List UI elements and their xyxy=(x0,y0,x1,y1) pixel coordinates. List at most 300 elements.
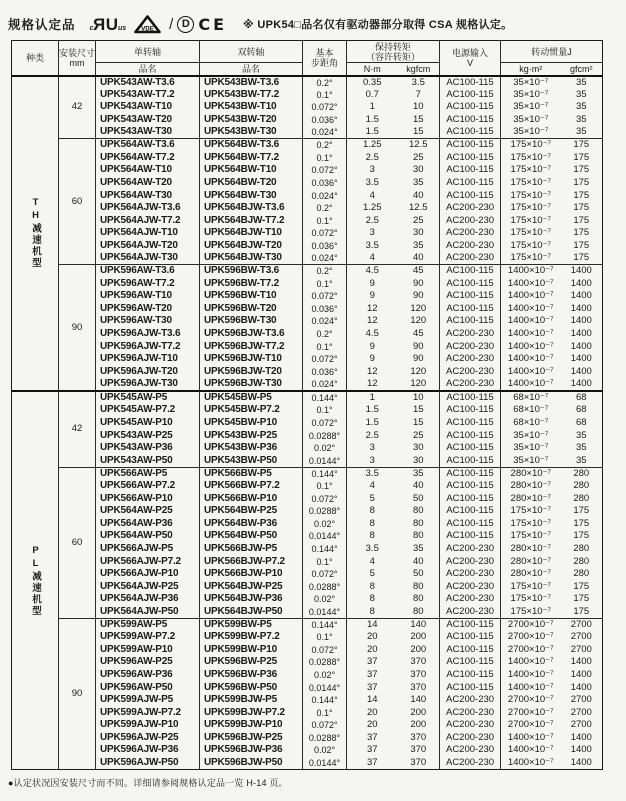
single-shaft-product-name: UPK564AJW-P25 xyxy=(96,580,200,593)
power-input-value: AC200-230 xyxy=(440,606,501,619)
double-shaft-product-name: UPK596BJW-T30 xyxy=(200,378,303,391)
double-shaft-product-name: UPK543BW-T3.6 xyxy=(200,76,303,89)
table-row xyxy=(12,265,603,278)
power-input-value: AC100-115 xyxy=(440,643,501,656)
inertia-kgm2-value: 68×10⁻⁷ xyxy=(501,391,561,404)
inertia-gfcm2-value: 175 xyxy=(573,517,590,529)
inertia-kgm2-value: 1400×10⁻⁷ xyxy=(501,732,561,745)
torque-kgfcm-value: 140 xyxy=(398,618,440,631)
power-input-value: AC100-115 xyxy=(440,656,501,669)
table-row xyxy=(12,340,603,353)
torque-nm-value: 12 xyxy=(347,366,398,379)
inertia-kgm2-value: 35×10⁻⁷ xyxy=(501,101,561,114)
table-row xyxy=(12,227,603,240)
header-single-shaft: 单转轴 xyxy=(96,41,200,63)
inertia-kgm2-value: 175×10⁻⁷ xyxy=(501,214,561,227)
table-row xyxy=(12,593,603,606)
table-row xyxy=(12,480,603,493)
mark-separator: / xyxy=(169,15,174,33)
table-row xyxy=(12,555,603,568)
double-shaft-product-name: UPK545BW-P10 xyxy=(200,417,303,430)
step-angle-value: 0.144° xyxy=(303,694,347,707)
inertia-gfcm2-value: 2700 xyxy=(570,719,592,731)
inertia-kgm2-value: 175×10⁻⁷ xyxy=(501,580,561,593)
torque-kgfcm-value: 200 xyxy=(410,706,427,718)
inertia-kgm2-value: 68×10⁻⁷ xyxy=(501,417,561,430)
torque-kgfcm-value: 35 xyxy=(412,542,424,554)
step-angle-value: 0.144° xyxy=(303,543,347,556)
double-shaft-product-name: UPK543BW-T30 xyxy=(200,126,303,139)
torque-nm-value: 8 xyxy=(347,505,398,518)
footnote: ●认定状况因安装尺寸而不同。详细请参阅规格认定品一览 H-14 页。 xyxy=(8,777,288,788)
double-shaft-product-name: UPK566BW-P7.2 xyxy=(200,480,303,493)
double-shaft-product-name: UPK564BJW-P25 xyxy=(200,580,303,593)
inertia-gfcm2-value: 175 xyxy=(561,139,603,152)
inertia-kgm2-value: 1400×10⁻⁷ xyxy=(501,378,561,391)
single-shaft-product-name: UPK564AW-P36 xyxy=(96,518,200,531)
inertia-gfcm2-value: 35 xyxy=(575,101,587,113)
torque-kgfcm-value: 40 xyxy=(412,480,424,492)
torque-nm-value: 12 xyxy=(347,303,398,316)
inertia-kgm2-value: 1400×10⁻⁷ xyxy=(501,290,561,303)
double-shaft-product-name: UPK564BW-T10 xyxy=(200,164,303,177)
step-angle-value: 0.0144° xyxy=(303,757,347,770)
step-angle-value: 0.072° xyxy=(303,492,347,505)
inertia-gfcm2-value: 280 xyxy=(573,542,590,554)
torque-kgfcm-value: 30 xyxy=(412,442,424,454)
double-shaft-product-name: UPK564BJW-T7.2 xyxy=(200,214,303,227)
torque-nm-value: 12 xyxy=(347,315,398,328)
inertia-gfcm2-value: 35 xyxy=(575,454,587,466)
torque-nm-value: 20 xyxy=(347,631,398,644)
step-angle-value: 0.2° xyxy=(303,265,347,278)
torque-kgfcm-value: 12.5 xyxy=(409,202,428,214)
double-shaft-product-name: UPK543BW-P50 xyxy=(200,455,303,468)
inertia-kgm2-value: 175×10⁻⁷ xyxy=(501,177,561,190)
table-row xyxy=(12,391,603,404)
header-product-name-double: 品名 xyxy=(200,63,303,76)
inertia-gfcm2-value: 1400 xyxy=(570,353,592,365)
inertia-kgm2-value: 1400×10⁻⁷ xyxy=(501,315,561,328)
table-row xyxy=(12,757,603,770)
single-shaft-product-name: UPK596AW-P36 xyxy=(96,669,200,682)
torque-nm-value: 2.5 xyxy=(347,151,398,164)
torque-nm-value: 20 xyxy=(347,719,398,732)
double-shaft-product-name: UPK564BJW-P50 xyxy=(200,606,303,619)
step-angle-value: 0.1° xyxy=(303,555,347,568)
step-angle-value: 0.02° xyxy=(303,518,347,531)
table-row xyxy=(12,290,603,303)
inertia-gfcm2-value: 1400 xyxy=(570,302,592,314)
mount-size-value: 60 xyxy=(59,467,96,618)
table-row xyxy=(12,189,603,202)
inertia-kgm2-value: 1400×10⁻⁷ xyxy=(501,366,561,379)
power-input-value: AC100-115 xyxy=(440,455,501,468)
double-shaft-product-name: UPK596BJW-P36 xyxy=(200,744,303,757)
single-shaft-product-name: UPK599AJW-P7.2 xyxy=(96,706,200,719)
torque-nm-value: 9 xyxy=(347,340,398,353)
step-angle-value: 0.072° xyxy=(303,643,347,656)
single-shaft-product-name: UPK564AJW-P36 xyxy=(96,593,200,606)
double-shaft-product-name: UPK543BW-P25 xyxy=(200,429,303,442)
double-shaft-product-name: UPK566BJW-P7.2 xyxy=(200,555,303,568)
torque-kgfcm-value: 80 xyxy=(412,593,424,605)
single-shaft-product-name: UPK564AW-T7.2 xyxy=(96,151,200,164)
inertia-gfcm2-value: 1400 xyxy=(570,378,592,390)
single-shaft-product-name: UPK566AW-P5 xyxy=(96,467,200,480)
power-input-value: AC200-230 xyxy=(440,706,501,719)
torque-kgfcm-value: 80 xyxy=(412,517,424,529)
step-angle-value: 0.1° xyxy=(303,480,347,493)
single-shaft-product-name: UPK566AJW-P5 xyxy=(96,543,200,556)
torque-nm-value: 12 xyxy=(347,378,398,391)
torque-kgfcm-value: 35 xyxy=(398,467,440,480)
table-row xyxy=(12,442,603,455)
power-input-value: AC200-230 xyxy=(440,353,501,366)
single-shaft-product-name: UPK564AW-T3.6 xyxy=(96,139,200,152)
step-angle-value: 0.1° xyxy=(303,214,347,227)
power-input-value: AC100-115 xyxy=(440,189,501,202)
single-shaft-product-name: UPK599AW-P10 xyxy=(96,643,200,656)
table-row xyxy=(12,669,603,682)
torque-kgfcm-value: 120 xyxy=(410,365,427,377)
inertia-kgm2-value: 175×10⁻⁷ xyxy=(501,530,561,543)
torque-nm-value: 4.5 xyxy=(347,265,398,278)
table-row xyxy=(12,643,603,656)
torque-nm-value: 4 xyxy=(347,189,398,202)
header-mount-size: 安装尺寸 mm xyxy=(59,41,96,76)
torque-kgfcm-value: 200 xyxy=(410,631,427,643)
torque-nm-value: 14 xyxy=(347,618,398,631)
inertia-gfcm2-value: 1400 xyxy=(570,681,592,693)
power-input-value: AC200-230 xyxy=(440,732,501,745)
torque-kgfcm-value: 3.5 xyxy=(411,76,425,88)
power-input-value: AC100-115 xyxy=(440,618,501,631)
single-shaft-product-name: UPK596AW-T10 xyxy=(96,290,200,303)
double-shaft-product-name: UPK564BW-T30 xyxy=(200,189,303,202)
double-shaft-product-name: UPK543BW-T7.2 xyxy=(200,89,303,102)
step-angle-value: 0.0144° xyxy=(303,681,347,694)
inertia-gfcm2-value: 280 xyxy=(573,492,590,504)
table-row xyxy=(12,328,603,341)
inertia-kgm2-value: 35×10⁻⁷ xyxy=(501,429,561,442)
step-angle-value: 0.024° xyxy=(303,378,347,391)
single-shaft-product-name: UPK545AW-P5 xyxy=(96,391,200,404)
torque-nm-value: 9 xyxy=(347,290,398,303)
torque-kgfcm-value: 200 xyxy=(410,643,427,655)
power-input-value: AC200-230 xyxy=(440,555,501,568)
double-shaft-product-name: UPK596BJW-P50 xyxy=(200,757,303,770)
inertia-gfcm2-value: 2700 xyxy=(570,694,592,706)
inertia-kgm2-value: 2700×10⁻⁷ xyxy=(501,719,561,732)
table-row xyxy=(12,505,603,518)
step-angle-value: 0.072° xyxy=(303,719,347,732)
single-shaft-product-name: UPK596AW-T7.2 xyxy=(96,277,200,290)
torque-kgfcm-value: 90 xyxy=(412,277,424,289)
double-shaft-product-name: UPK564BJW-P36 xyxy=(200,593,303,606)
inertia-gfcm2-value: 68 xyxy=(561,391,603,404)
double-shaft-product-name: UPK596BJW-T7.2 xyxy=(200,340,303,353)
double-shaft-product-name: UPK564BJW-T30 xyxy=(200,252,303,265)
torque-nm-value: 37 xyxy=(347,732,398,745)
step-angle-value: 0.02° xyxy=(303,669,347,682)
inertia-gfcm2-value: 175 xyxy=(573,176,590,188)
inertia-gfcm2-value: 175 xyxy=(573,202,590,214)
inertia-kgm2-value: 175×10⁻⁷ xyxy=(501,189,561,202)
header-unit-nm: N·m xyxy=(347,63,398,76)
inertia-gfcm2-value: 1400 xyxy=(570,756,592,768)
torque-nm-value: 0.7 xyxy=(347,89,398,102)
inertia-gfcm2-value: 35 xyxy=(575,442,587,454)
torque-kgfcm-value: 30 xyxy=(412,454,424,466)
inertia-gfcm2-value: 1400 xyxy=(570,668,592,680)
mount-size-value: 60 xyxy=(59,139,96,265)
power-input-value: AC200-230 xyxy=(440,543,501,556)
step-angle-value: 0.036° xyxy=(303,114,347,127)
inertia-kgm2-value: 175×10⁻⁷ xyxy=(501,151,561,164)
double-shaft-product-name: UPK545BW-P7.2 xyxy=(200,404,303,417)
double-shaft-product-name: UPK564BJW-T10 xyxy=(200,227,303,240)
power-input-value: AC100-115 xyxy=(440,164,501,177)
single-shaft-product-name: UPK596AJW-P36 xyxy=(96,744,200,757)
power-input-value: AC100-115 xyxy=(440,101,501,114)
torque-nm-value: 3 xyxy=(347,164,398,177)
motor-type-label: PL减速机型 xyxy=(12,391,59,769)
specification-table xyxy=(11,40,603,770)
torque-nm-value: 3.5 xyxy=(347,177,398,190)
single-shaft-product-name: UPK564AJW-T10 xyxy=(96,227,200,240)
torque-kgfcm-value: 12.5 xyxy=(398,139,440,152)
double-shaft-product-name: UPK596BW-P25 xyxy=(200,656,303,669)
header-unit-kgfcm: kgfcm xyxy=(398,63,440,76)
torque-nm-value: 1 xyxy=(347,391,398,404)
torque-kgfcm-value: 200 xyxy=(410,719,427,731)
double-shaft-product-name: UPK599BW-P7.2 xyxy=(200,631,303,644)
torque-nm-value: 0.35 xyxy=(347,76,398,89)
step-angle-value: 0.144° xyxy=(303,618,347,631)
torque-nm-value: 20 xyxy=(347,706,398,719)
csa-certification-note: ※ UPK54□品名仅有驱动器部分取得 CSA 规格认定。 xyxy=(243,19,513,31)
power-input-value: AC200-230 xyxy=(440,202,501,215)
torque-kgfcm-value: 140 xyxy=(410,694,427,706)
inertia-kgm2-value: 2700×10⁻⁷ xyxy=(501,643,561,656)
certification-marks xyxy=(90,15,227,34)
torque-kgfcm-value: 80 xyxy=(412,530,424,542)
torque-kgfcm-value: 370 xyxy=(410,756,427,768)
inertia-gfcm2-value: 175 xyxy=(573,227,590,239)
single-shaft-product-name: UPK596AW-T3.6 xyxy=(96,265,200,278)
inertia-kgm2-value: 280×10⁻⁷ xyxy=(501,480,561,493)
single-shaft-product-name: UPK545AW-P10 xyxy=(96,417,200,430)
table-row xyxy=(12,277,603,290)
power-input-value: AC200-230 xyxy=(440,366,501,379)
table-row xyxy=(12,631,603,644)
inertia-kgm2-value: 175×10⁻⁷ xyxy=(501,252,561,265)
inertia-gfcm2-value: 175 xyxy=(573,605,590,617)
torque-nm-value: 3 xyxy=(347,455,398,468)
torque-nm-value: 5 xyxy=(347,568,398,581)
single-shaft-product-name: UPK596AW-T20 xyxy=(96,303,200,316)
torque-nm-value: 14 xyxy=(347,694,398,707)
inertia-kgm2-value: 175×10⁻⁷ xyxy=(501,202,561,215)
torque-nm-value: 5 xyxy=(347,492,398,505)
torque-kgfcm-value: 120 xyxy=(410,378,427,390)
double-shaft-product-name: UPK599BJW-P7.2 xyxy=(200,706,303,719)
inertia-kgm2-value: 175×10⁻⁷ xyxy=(501,505,561,518)
table-row xyxy=(12,378,603,391)
header-double-shaft: 双转轴 xyxy=(200,41,303,63)
torque-kgfcm-value: 10 xyxy=(398,391,440,404)
inertia-kgm2-value: 1400×10⁻⁷ xyxy=(501,744,561,757)
torque-kgfcm-value: 90 xyxy=(412,353,424,365)
torque-nm-value: 37 xyxy=(347,656,398,669)
double-shaft-product-name: UPK599BJW-P10 xyxy=(200,719,303,732)
torque-kgfcm-value: 370 xyxy=(410,731,427,743)
torque-nm-value: 4.5 xyxy=(347,328,398,341)
inertia-gfcm2-value: 35 xyxy=(575,429,587,441)
power-input-value: AC100-115 xyxy=(440,669,501,682)
torque-nm-value: 1.25 xyxy=(347,202,398,215)
inertia-kgm2-value: 1400×10⁻⁷ xyxy=(501,303,561,316)
single-shaft-product-name: UPK596AW-P50 xyxy=(96,681,200,694)
power-input-value: AC200-230 xyxy=(440,694,501,707)
spec-table-body xyxy=(12,76,603,770)
inertia-gfcm2-value: 1400 xyxy=(570,277,592,289)
mount-size-value: 42 xyxy=(59,391,96,467)
inertia-kgm2-value: 1400×10⁻⁷ xyxy=(501,265,561,278)
table-row xyxy=(12,303,603,316)
torque-kgfcm-value: 370 xyxy=(410,668,427,680)
double-shaft-product-name: UPK545BW-P5 xyxy=(200,391,303,404)
step-angle-value: 0.036° xyxy=(303,177,347,190)
torque-kgfcm-value: 40 xyxy=(412,189,424,201)
table-row xyxy=(12,89,603,102)
torque-kgfcm-value: 7 xyxy=(415,88,421,100)
step-angle-value: 0.2° xyxy=(303,328,347,341)
header-product-name-single: 品名 xyxy=(96,63,200,76)
double-shaft-product-name: UPK596BW-T7.2 xyxy=(200,277,303,290)
header-holding-torque: 保持转矩 （容许转矩） xyxy=(347,41,440,63)
inertia-gfcm2-value: 175 xyxy=(573,252,590,264)
inertia-gfcm2-value: 175 xyxy=(573,580,590,592)
inertia-gfcm2-value: 175 xyxy=(573,214,590,226)
power-input-value: AC100-115 xyxy=(440,681,501,694)
inertia-kgm2-value: 2700×10⁻⁷ xyxy=(501,618,561,631)
step-angle-value: 0.144° xyxy=(303,467,347,480)
power-input-value: AC100-115 xyxy=(440,89,501,102)
inertia-gfcm2-value: 1400 xyxy=(570,340,592,352)
torque-kgfcm-value: 45 xyxy=(412,328,424,340)
inertia-gfcm2-value: 2700 xyxy=(570,706,592,718)
inertia-kgm2-value: 35×10⁻⁷ xyxy=(501,126,561,139)
step-angle-value: 0.0144° xyxy=(303,606,347,619)
torque-kgfcm-value: 40 xyxy=(412,555,424,567)
step-angle-value: 0.036° xyxy=(303,240,347,253)
step-angle-value: 0.1° xyxy=(303,151,347,164)
step-angle-value: 0.072° xyxy=(303,164,347,177)
inertia-gfcm2-value: 1400 xyxy=(570,744,592,756)
torque-nm-value: 1.25 xyxy=(347,139,398,152)
inertia-kgm2-value: 35×10⁻⁷ xyxy=(501,114,561,127)
torque-nm-value: 3 xyxy=(347,227,398,240)
double-shaft-product-name: UPK596BJW-P25 xyxy=(200,732,303,745)
torque-nm-value: 1.5 xyxy=(347,126,398,139)
svg-text:VDE: VDE xyxy=(141,25,155,32)
power-input-value: AC200-230 xyxy=(440,214,501,227)
single-shaft-product-name: UPK564AJW-P50 xyxy=(96,606,200,619)
step-angle-value: 0.0288° xyxy=(303,580,347,593)
table-row xyxy=(12,467,603,480)
table-row xyxy=(12,76,603,89)
table-row xyxy=(12,139,603,152)
inertia-kgm2-value: 280×10⁻⁷ xyxy=(501,568,561,581)
torque-nm-value: 8 xyxy=(347,593,398,606)
torque-nm-value: 8 xyxy=(347,606,398,619)
torque-kgfcm-value: 15 xyxy=(412,404,424,416)
mount-size-value: 42 xyxy=(59,76,96,139)
torque-nm-value: 4 xyxy=(347,480,398,493)
double-shaft-product-name: UPK599BJW-P5 xyxy=(200,694,303,707)
single-shaft-product-name: UPK543AW-T3.6 xyxy=(96,76,200,89)
table-row xyxy=(12,580,603,593)
power-input-value: AC100-115 xyxy=(440,126,501,139)
torque-nm-value: 8 xyxy=(347,518,398,531)
inertia-gfcm2-value: 175 xyxy=(573,505,590,517)
inertia-kgm2-value: 280×10⁻⁷ xyxy=(501,467,561,480)
single-shaft-product-name: UPK596AW-T30 xyxy=(96,315,200,328)
inertia-gfcm2-value: 2700 xyxy=(561,618,603,631)
step-angle-value: 0.02° xyxy=(303,593,347,606)
torque-nm-value: 37 xyxy=(347,744,398,757)
header-inertia: 转动惯量J xyxy=(501,41,603,63)
power-input-value: AC200-230 xyxy=(440,378,501,391)
power-input-value: AC100-115 xyxy=(440,315,501,328)
page-title: 规格认定品 xyxy=(8,18,76,32)
single-shaft-product-name: UPK543AW-P50 xyxy=(96,455,200,468)
inertia-gfcm2-value: 2700 xyxy=(570,643,592,655)
double-shaft-product-name: UPK596BW-T10 xyxy=(200,290,303,303)
step-angle-value: 0.072° xyxy=(303,290,347,303)
single-shaft-product-name: UPK564AW-T20 xyxy=(96,177,200,190)
single-shaft-product-name: UPK564AW-T30 xyxy=(96,189,200,202)
single-shaft-product-name: UPK564AJW-T7.2 xyxy=(96,214,200,227)
inertia-gfcm2-value: 1400 xyxy=(570,328,592,340)
inertia-kgm2-value: 1400×10⁻⁷ xyxy=(501,669,561,682)
inertia-gfcm2-value: 1400 xyxy=(570,315,592,327)
torque-kgfcm-value: 90 xyxy=(412,290,424,302)
inertia-kgm2-value: 1400×10⁻⁷ xyxy=(501,328,561,341)
table-row xyxy=(12,455,603,468)
torque-nm-value: 4 xyxy=(347,252,398,265)
torque-kgfcm-value: 50 xyxy=(412,568,424,580)
table-row xyxy=(12,518,603,531)
inertia-gfcm2-value: 35 xyxy=(575,113,587,125)
inertia-gfcm2-value: 2700 xyxy=(570,631,592,643)
torque-kgfcm-value: 30 xyxy=(412,164,424,176)
torque-kgfcm-value: 90 xyxy=(412,340,424,352)
double-shaft-product-name: UPK564BW-P25 xyxy=(200,505,303,518)
inertia-gfcm2-value: 68 xyxy=(575,404,587,416)
table-row xyxy=(12,353,603,366)
torque-nm-value: 1.5 xyxy=(347,114,398,127)
step-angle-value: 0.024° xyxy=(303,189,347,202)
step-angle-value: 0.2° xyxy=(303,202,347,215)
torque-nm-value: 37 xyxy=(347,757,398,770)
power-input-value: AC100-115 xyxy=(440,505,501,518)
single-shaft-product-name: UPK566AJW-P7.2 xyxy=(96,555,200,568)
double-shaft-product-name: UPK566BJW-P10 xyxy=(200,568,303,581)
torque-nm-value: 4 xyxy=(347,555,398,568)
